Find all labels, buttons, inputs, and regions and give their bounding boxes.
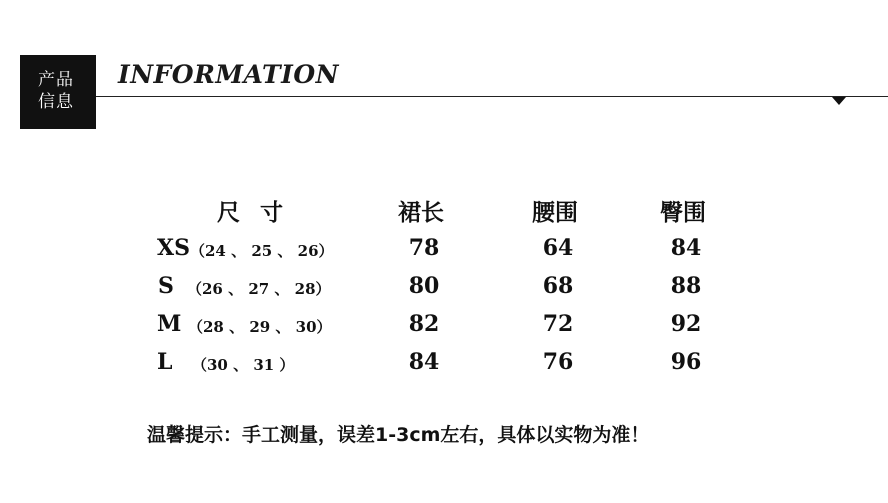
waist-value: 76 — [542, 349, 574, 375]
size-label: M — [157, 311, 182, 337]
hip-value: 96 — [670, 349, 702, 375]
waist-value: 64 — [542, 235, 574, 261]
waist-value: 68 — [542, 273, 574, 299]
header-divider — [96, 96, 888, 97]
waist-value: 72 — [542, 311, 574, 337]
column-header-size: 尺 寸 — [217, 200, 290, 226]
size-label: L — [157, 349, 173, 375]
triangle-down-icon — [832, 97, 846, 105]
size-range: （26 、 27 、 28） — [187, 280, 331, 298]
hip-value: 88 — [670, 273, 702, 299]
skirt-length-value: 82 — [408, 311, 440, 337]
skirt-length-value: 80 — [408, 273, 440, 299]
hip-value: 92 — [670, 311, 702, 337]
badge-line-1: 产品 — [38, 70, 74, 90]
size-range: （30 、 31 ） — [192, 356, 295, 374]
measurement-note: 温馨提示：手工测量，误差1-3cm左右，具体以实物为准！ — [147, 424, 650, 446]
skirt-length-value: 84 — [408, 349, 440, 375]
column-header-waist: 腰围 — [532, 200, 578, 226]
badge-line-2: 信息 — [38, 92, 74, 112]
size-label: XS — [157, 235, 190, 261]
size-range: （24 、 25 、 26） — [190, 242, 334, 260]
section-title: INFORMATION — [118, 60, 339, 89]
size-range: （28 、 29 、 30） — [188, 318, 332, 336]
hip-value: 84 — [670, 235, 702, 261]
column-header-hip: 臀围 — [660, 200, 706, 226]
product-info-badge — [20, 55, 96, 129]
skirt-length-value: 78 — [408, 235, 440, 261]
column-header-length: 裙长 — [398, 200, 444, 226]
size-label: S — [158, 273, 174, 299]
